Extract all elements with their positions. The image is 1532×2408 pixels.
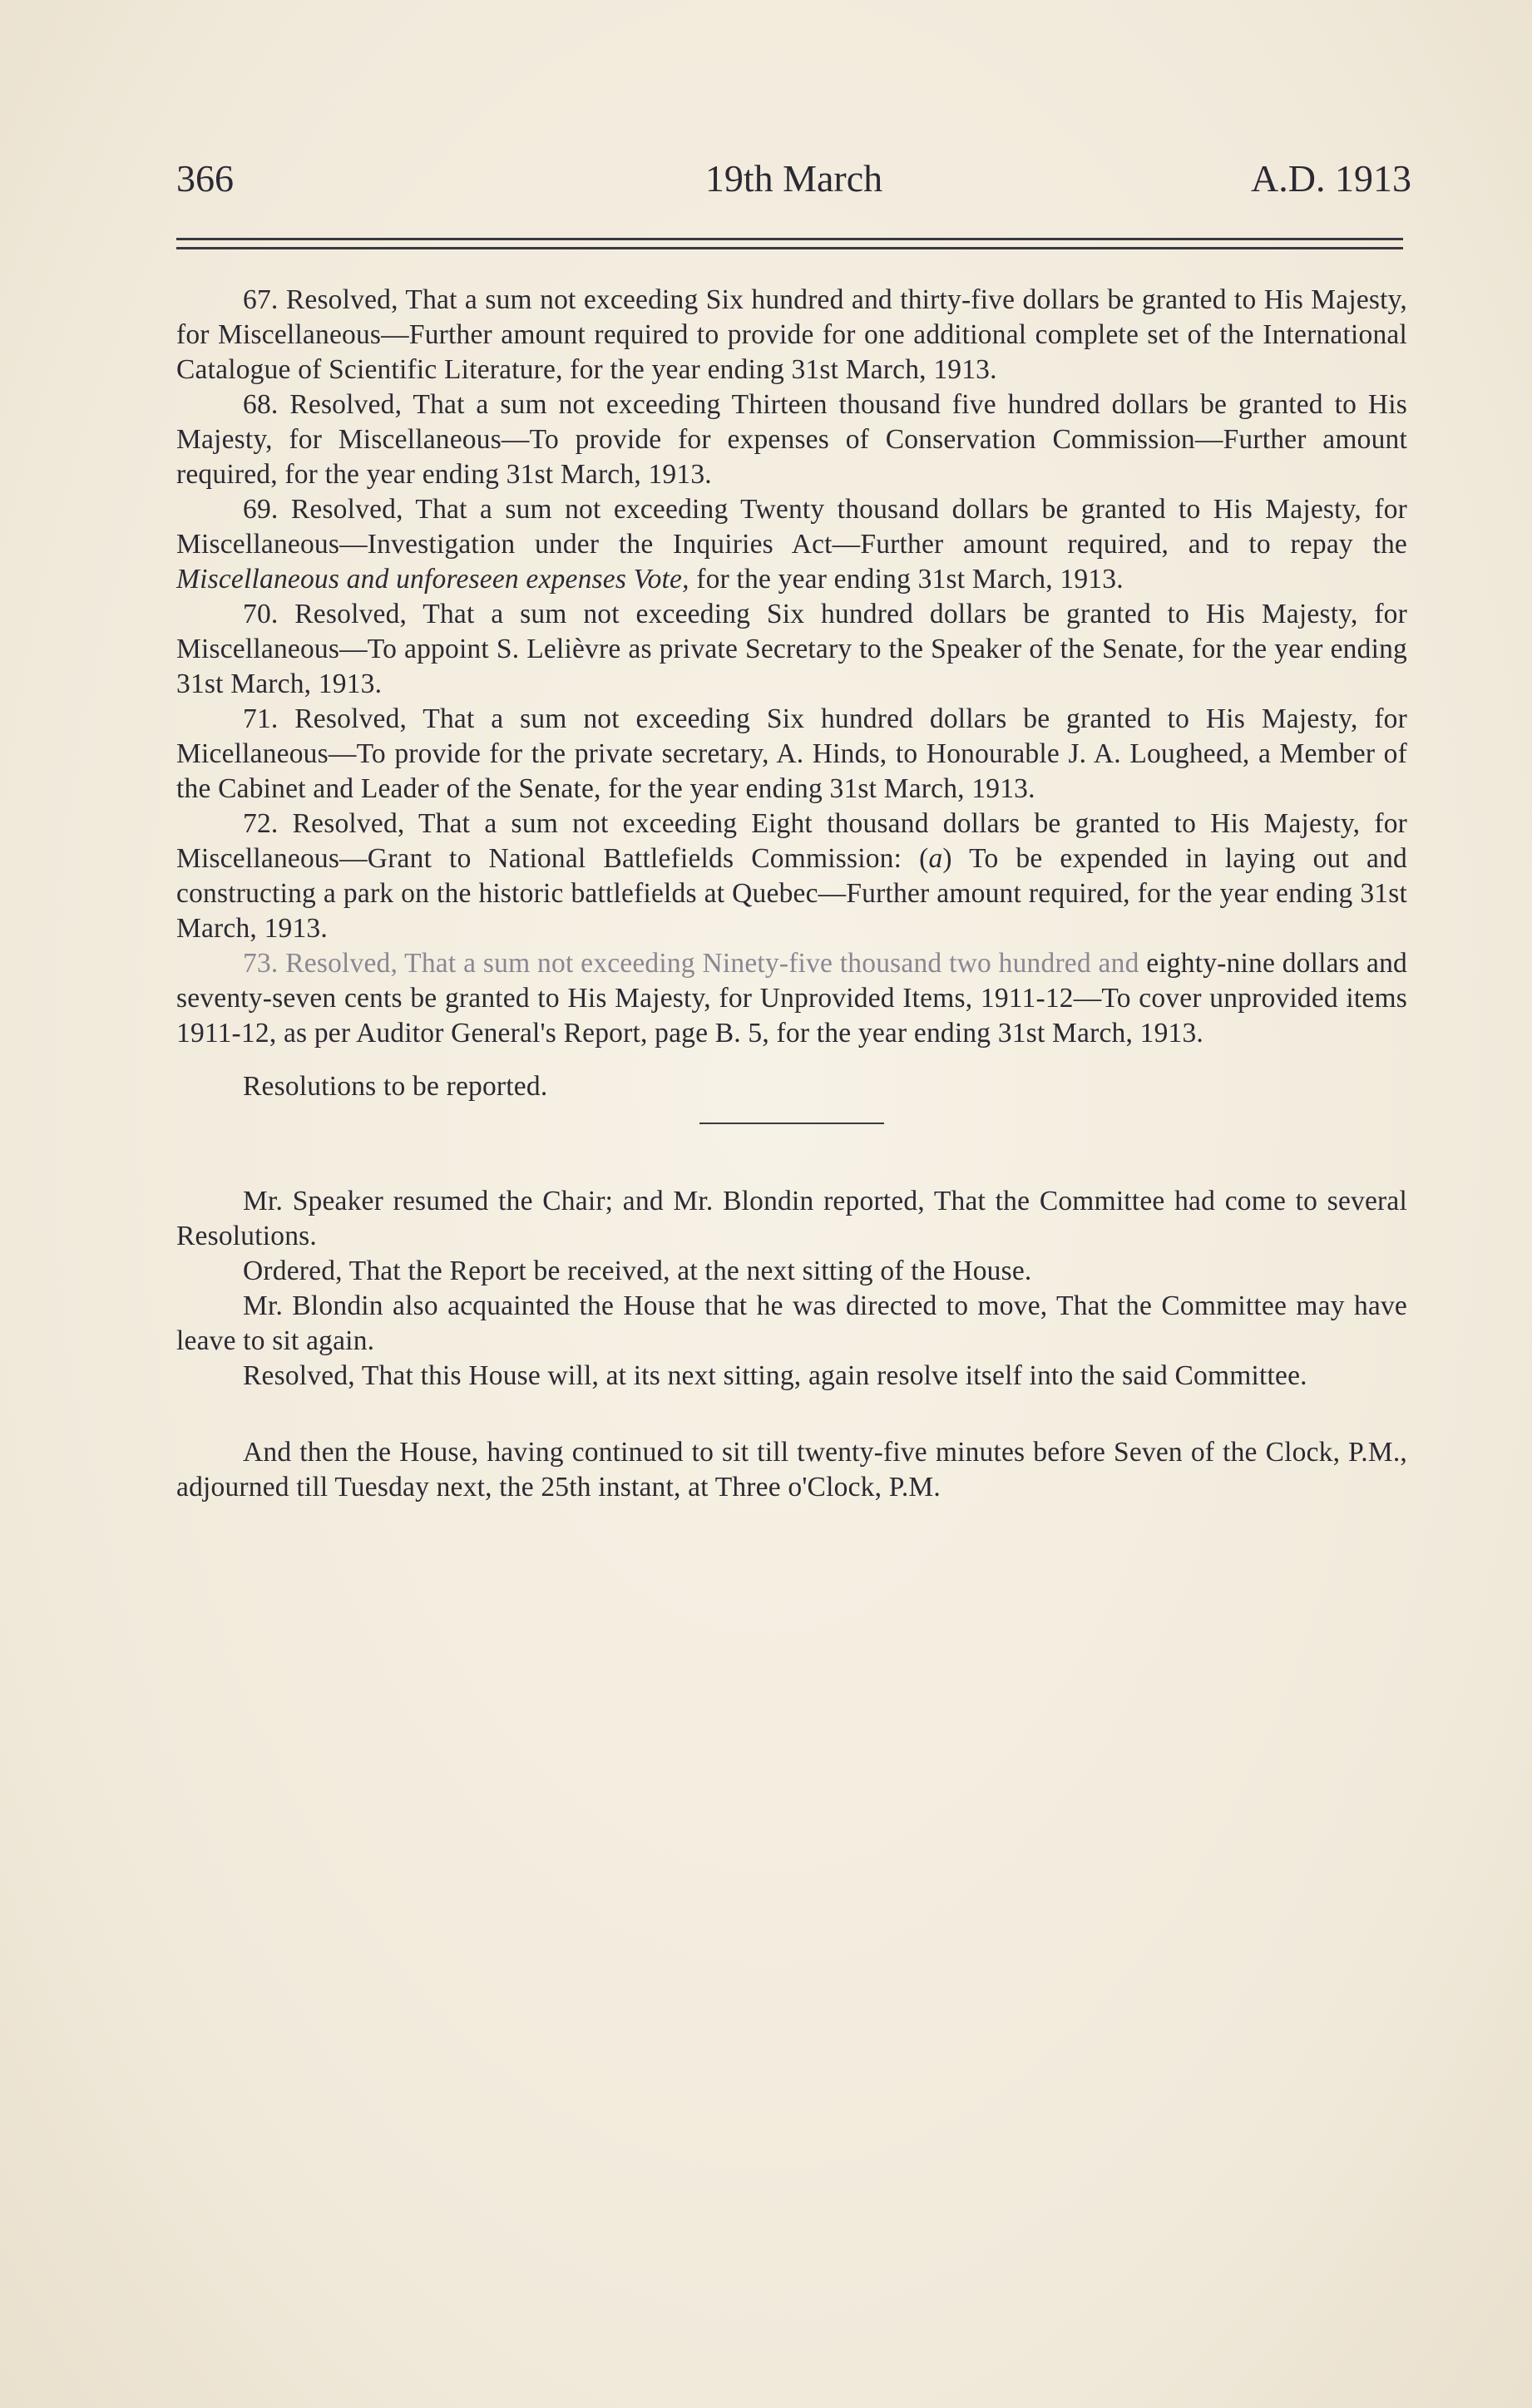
running-head [176,150,1411,208]
adjournment-paragraph: And then the House, having continued to sit till twenty-five minutes before Seven of the Clock, P.M., adjourned till Tuesday next, the 25th instant, at Three o'Clock, P.M. [176,1437,1407,1503]
resolution-text: Resolved, That a sum not exceeding Six hundred and thirty-five dollars be granted to His Majesty, for Miscellaneous—Further amount required to provide for one additional complete set of the International Catalogue of Scientific Literature, for the year ending 31st March, 1913. [176,284,1408,385]
resolution-text-end: for the year ending 31st March, 1913. [689,564,1124,595]
resolution-number: 69. [243,494,279,525]
resolution-text: Resolved, That a sum not exceeding Six hundred dollars be granted to His Majesty, for Micellaneous—To provide for the private secretary, A. Hinds, to Honourable J. A. Lougheed, a Member of the Cabinet and Leader of the Senate, for the year ending 31st March, 1913. [176,703,1407,804]
resolution-text: Resolved, That a sum not exceeding Twenty thousand dollars be granted to His Majesty, for Miscellaneous—Investigation under the Inquiries Act—Further amount required, and to repay the [176,494,1407,560]
resolution-69 [176,492,1407,597]
resolution-number: 68. [243,389,279,420]
proceeding-speaker-resumed: Mr. Speaker resumed the Chair; and Mr. Blondin reported, That the Committee had come to several Resolutions. [176,1186,1407,1251]
resolution-number: 71. [243,703,279,734]
resolution-text: Resolved, That a sum not exceeding Six hundred dollars be granted to His Majesty, for Miscellaneous—To appoint S. Lelièvre as private Secretary to the Speaker of the Senate, for the year ending 31st March, 1913. [176,599,1407,699]
page-date: 19th March [704,157,883,200]
resolution-italic-text: a [928,843,943,874]
proceeding-resolve-committee: Resolved, That this House will, at its next sitting, again resolve itself into the said Committee. [243,1360,1307,1391]
resolution-text: Resolved, That a sum not exceeding Thirteen thousand five hundred dollars be granted to His Majesty, for Miscellaneous—To provide for expenses of Conservation Commission—Further amount required, for the year ending 31st March, 1913. [176,389,1408,490]
header-double-rule [176,238,1403,249]
resolution-number: 72. [243,808,279,839]
resolution-71 [176,702,1407,807]
resolution-72 [176,807,1407,946]
proceeding-leave-to-sit: Mr. Blondin also acquainted the House that he was directed to move, That the Committee may have leave to sit again. [176,1290,1407,1356]
resolution-73 [176,946,1407,1051]
resolution-italic-text: Miscellaneous and unforeseen expenses Vote, [176,564,689,595]
resolution-67 [176,283,1407,387]
page-number: 366 [176,157,234,200]
resolution-text: Resolved, That a sum not exceeding Eight thousand dollars be granted to His Majesty, for Miscellaneous—Grant to National Battlefields Commission: ( [176,808,1407,874]
resolution-text-end: ) To be expended in laying out and constructing a park on the historic battlefields at Quebec—Further amount required, for the year ending 31st March, 1913. [176,843,1407,944]
resolutions-reported-line: Resolutions to be reported. [243,1071,548,1102]
resolution-number: 70. [243,599,279,629]
resolution-number: 73. [243,948,279,979]
page-year: A.D. 1913 [1251,157,1411,200]
resolution-faint-text: Resolved, That a sum not exceeding Ninety-five thousand two hundred and [285,948,1139,979]
resolution-text: eighty-nine dollars and seventy-seven cents be granted to His Majesty, for Unprovided Items, 1911-12—To cover unprovided items 1911-12, as per Auditor General's Report, page B. 5, for the year ending 31st March, 1913. [176,948,1407,1049]
page-body [176,283,1407,1505]
resolution-number: 67. [243,284,279,315]
proceeding-report-ordered: Ordered, That the Report be received, at the next sitting of the House. [243,1256,1032,1286]
resolution-68 [176,387,1407,492]
section-divider [699,1123,884,1124]
resolution-70 [176,597,1407,702]
